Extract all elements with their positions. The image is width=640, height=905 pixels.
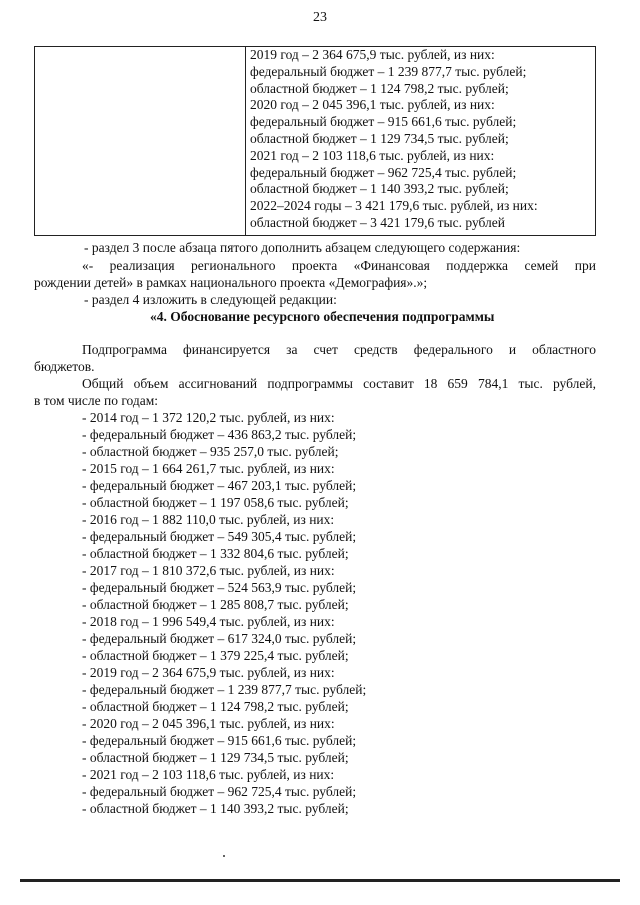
- list-item: - областной бюджет – 1 140 393,2 тыс. рублей;: [82, 801, 349, 816]
- table-line: 2020 год – 2 045 396,1 тыс. рублей, из них:: [250, 97, 495, 113]
- table-line: федеральный бюджет – 915 661,6 тыс. рублей;: [250, 114, 517, 130]
- list-item: - федеральный бюджет – 617 324,0 тыс. рублей;: [82, 631, 357, 646]
- table-line: областной бюджет – 1 129 734,5 тыс. рублей;: [250, 130, 509, 146]
- list-item: - федеральный бюджет – 1 239 877,7 тыс. рублей;: [82, 682, 367, 697]
- table-funding-cell: [246, 47, 596, 236]
- amendment-section-3: - раздел 3 после абзаца пятого дополнить абзацем следующего содержания:: [84, 240, 521, 255]
- table-line: областной бюджет – 1 124 798,2 тыс. рублей;: [250, 80, 509, 96]
- table-line: областной бюджет – 3 421 179,6 тыс. рублей: [250, 214, 505, 230]
- section-heading: «4. Обоснование ресурсного обеспечения подпрограммы: [150, 309, 495, 324]
- table-empty-cell: [35, 47, 246, 236]
- list-item: - областной бюджет – 1 332 804,6 тыс. рублей;: [82, 546, 349, 561]
- bottom-rule: [20, 879, 620, 882]
- list-item: - 2014 год – 1 372 120,2 тыс. рублей, из них:: [82, 410, 335, 425]
- list-item: - 2020 год – 2 045 396,1 тыс. рублей, из них:: [82, 716, 335, 731]
- list-item: - 2018 год – 1 996 549,4 тыс. рублей, из них:: [82, 614, 335, 629]
- list-item: - федеральный бюджет – 549 305,4 тыс. рублей;: [82, 529, 357, 544]
- list-item: - областной бюджет – 1 379 225,4 тыс. рублей;: [82, 648, 349, 663]
- list-item: - федеральный бюджет – 436 863,2 тыс. рублей;: [82, 427, 357, 442]
- table-line: 2022–2024 годы – 3 421 179,6 тыс. рублей, из них:: [250, 198, 538, 214]
- scan-speck: [223, 855, 225, 857]
- table-line: 2021 год – 2 103 118,6 тыс. рублей, из них:: [250, 147, 495, 163]
- table-line: 2019 год – 2 364 675,9 тыс. рублей, из них:: [250, 47, 495, 62]
- amendment-section-4: - раздел 4 изложить в следующей редакции:: [84, 292, 337, 307]
- list-item: - 2017 год – 1 810 372,6 тыс. рублей, из них:: [82, 563, 335, 578]
- table-line: областной бюджет – 1 140 393,2 тыс. рублей;: [250, 181, 509, 197]
- paragraph-2-line-1: Общий объем ассигнований подпрограммы составит 18 659 784,1 тыс. рублей,: [82, 376, 596, 391]
- list-item: - областной бюджет – 1 197 058,6 тыс. рублей;: [82, 495, 349, 510]
- list-item: - федеральный бюджет – 962 725,4 тыс. рублей;: [82, 784, 357, 799]
- list-item: - федеральный бюджет – 915 661,6 тыс. рублей;: [82, 733, 357, 748]
- list-item: - областной бюджет – 1 129 734,5 тыс. рублей;: [82, 750, 349, 765]
- paragraph-1-line-1: Подпрограмма финансируется за счет средств федерального и областного: [82, 342, 596, 357]
- quote-line-2: рождении детей» в рамках национального проекта «Демография».»;: [34, 275, 428, 290]
- list-item: - областной бюджет – 1 124 798,2 тыс. рублей;: [82, 699, 349, 714]
- list-item: - федеральный бюджет – 467 203,1 тыс. рублей;: [82, 478, 357, 493]
- list-item: - областной бюджет – 1 285 808,7 тыс. рублей;: [82, 597, 349, 612]
- list-item: - 2015 год – 1 664 261,7 тыс. рублей, из них:: [82, 461, 335, 476]
- paragraph-2-line-2: в том числе по годам:: [34, 393, 159, 408]
- list-item: - 2019 год – 2 364 675,9 тыс. рублей, из них:: [82, 665, 335, 680]
- page-number: 23: [313, 10, 327, 25]
- list-item: - федеральный бюджет – 524 563,9 тыс. рублей;: [82, 580, 357, 595]
- quote-line-1: «- реализация регионального проекта «Финансовая поддержка семей при: [82, 258, 596, 273]
- table-line: федеральный бюджет – 962 725,4 тыс. рублей;: [250, 164, 517, 180]
- funding-table: [34, 46, 596, 236]
- list-item: - 2016 год – 1 882 110,0 тыс. рублей, из них:: [82, 512, 335, 527]
- table-line: федеральный бюджет – 1 239 877,7 тыс. рублей;: [250, 63, 527, 79]
- list-item: - 2021 год – 2 103 118,6 тыс. рублей, из них:: [82, 767, 335, 782]
- list-item: - областной бюджет – 935 257,0 тыс. рублей;: [82, 444, 339, 459]
- paragraph-1-line-2: бюджетов.: [34, 359, 95, 374]
